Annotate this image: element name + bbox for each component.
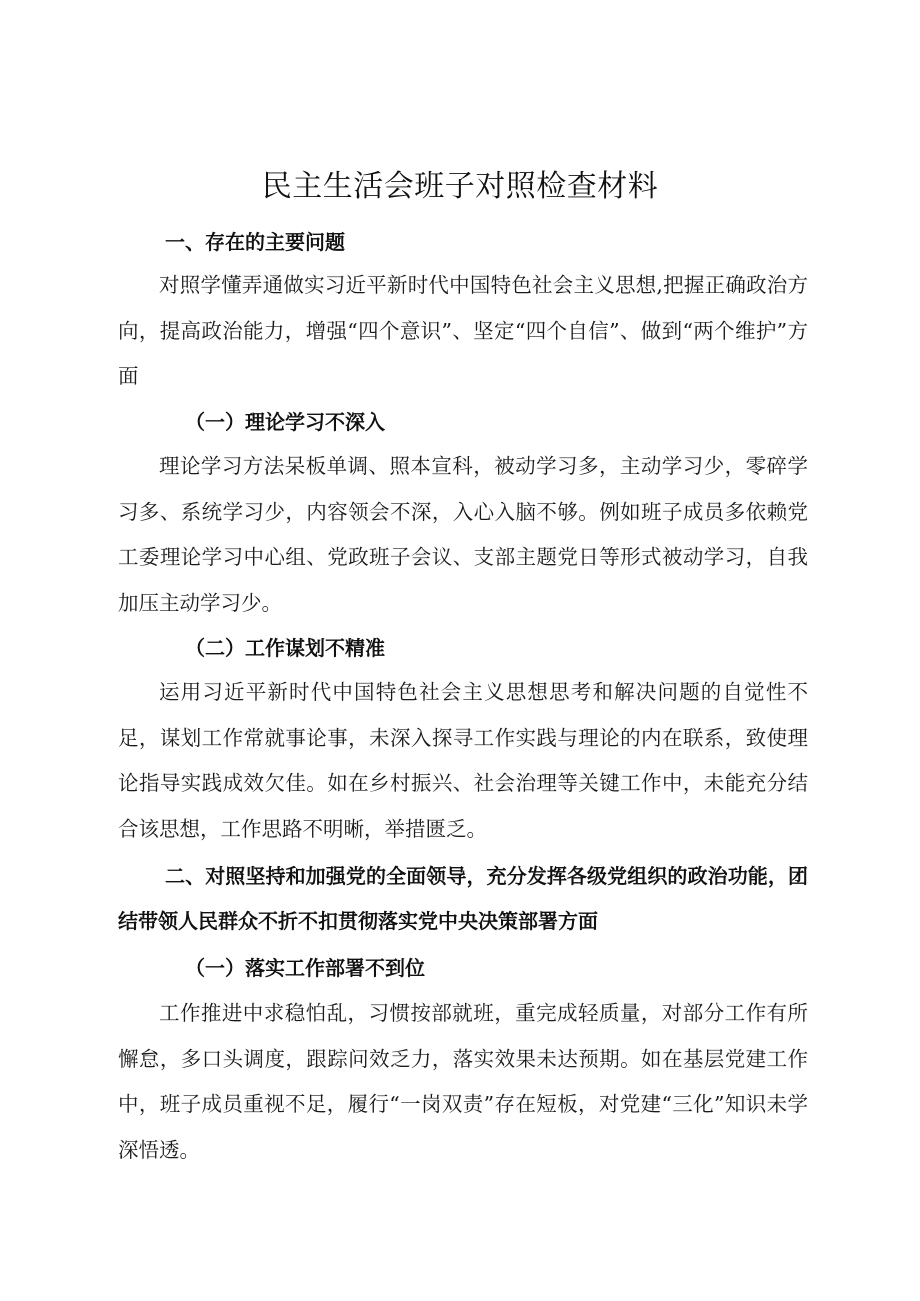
section-1-heading: 一、存在的主要问题 xyxy=(165,230,345,254)
section-2-sub-1-body: 工作推进中求稳怕乱，习惯按部就班，重完成轻质量，对部分工作有所懈怠，多口头调度，跟踪问效乏力，落实效果未达预期。如在基层党建工作中，班子成员重视不足，履行“一岗双责”存在短板，对党建“三化”知识未学深悟透。 xyxy=(118,1001,808,1162)
document-title: 民主生活会班子对照检查材料 xyxy=(261,169,659,204)
section-1-sub-2-body: 运用习近平新时代中国特色社会主义思想思考和解决问题的自觉性不足，谋划工作常就事论事，未深入探寻工作实践与理论的内在联系，致使理论指导实践成效欠佳。如在乡村振兴、社会治理等关键工作中，未能充分结合该思想，工作思路不明晰，举措匮乏。 xyxy=(118,680,808,841)
section-1-sub-1-heading: （一）理论学习不深入 xyxy=(185,410,385,434)
section-1-sub-2-heading: （二）工作谋划不精准 xyxy=(185,636,385,660)
section-1-intro: 对照学懂弄通做实习近平新时代中国特色社会主义思想,把握正确政治方向，提高政治能力，增强“四个意识”、坚定“四个自信”、做到“两个维护”方面 xyxy=(118,273,808,388)
section-2-heading: 二、对照坚持和加强党的全面领导，充分发挥各级党组织的政治功能，团结带领人民群众不折不扣贯彻落实党中央决策部署方面 xyxy=(118,864,808,933)
section-2-sub-1-heading: （一）落实工作部署不到位 xyxy=(185,956,425,980)
section-1-sub-1-body: 理论学习方法呆板单调、照本宣科，被动学习多，主动学习少，零碎学习多、系统学习少，内容领会不深，入心入脑不够。例如班子成员多依赖党工委理论学习中心组、党政班子会议、支部主题党日等形式被动学习，自我加压主动学习少。 xyxy=(118,454,808,615)
